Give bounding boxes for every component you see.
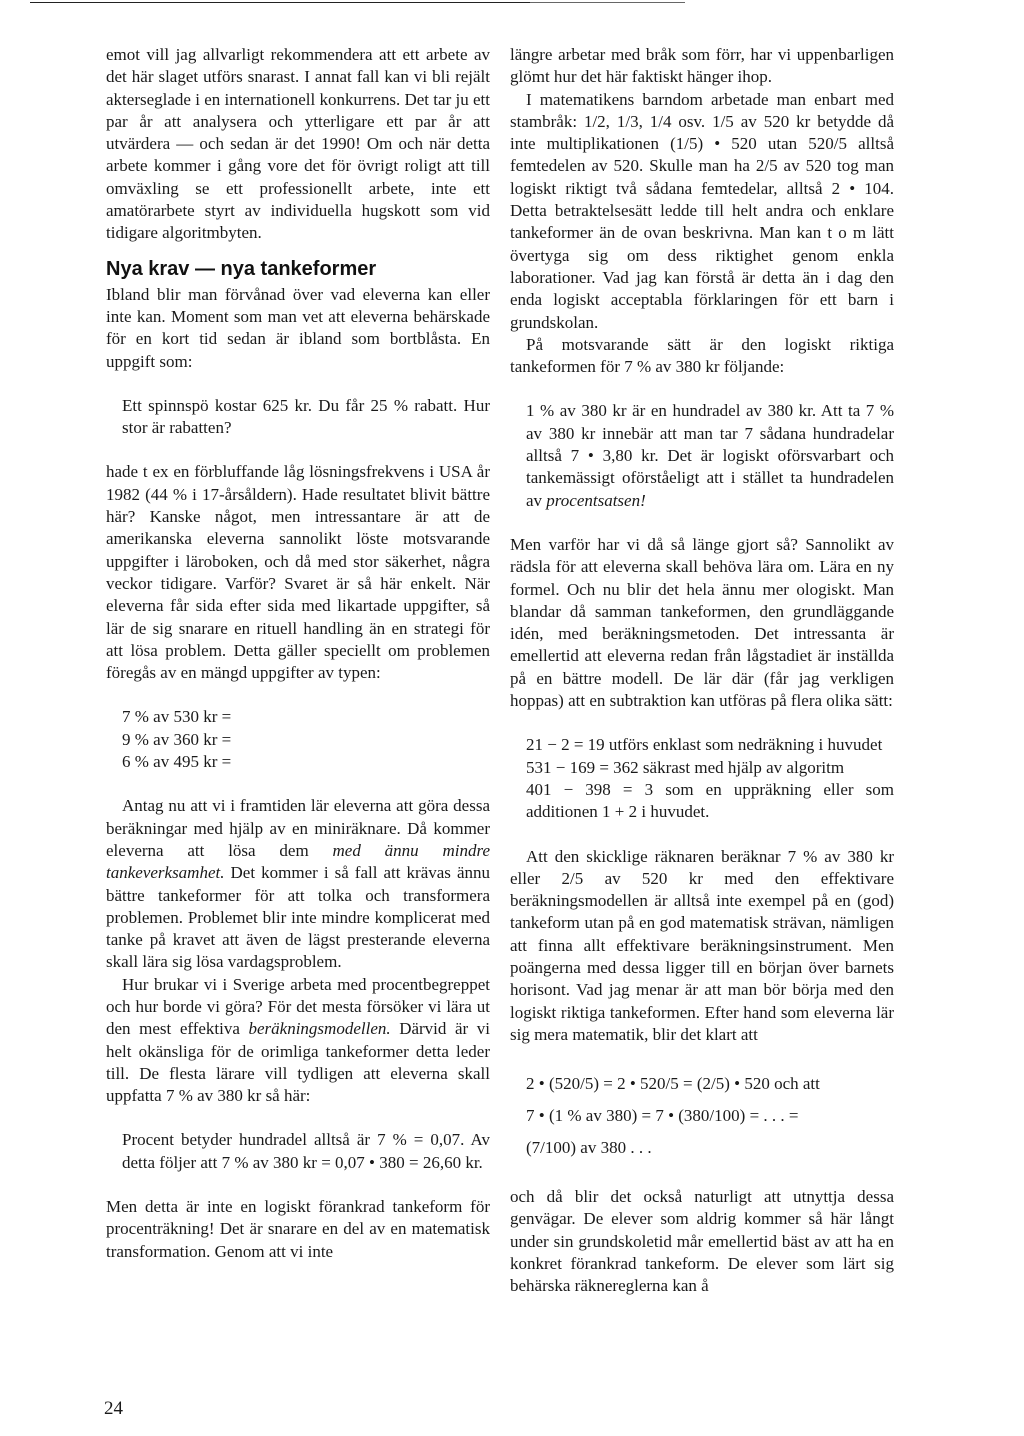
example-line: 401 − 398 = 3 som en uppräkning eller som additionen 1 + 2 i huvudet.	[526, 779, 894, 822]
paragraph: Ibland blir man förvånad över vad eleverna kan eller inte kan. Moment som man vet att eleverna behärskade för en kort tid sedan är ibland som bortblåsta. En uppgift som:	[106, 284, 490, 371]
paragraph: På motsvarande sätt är den logiskt riktiga tankeformen för 7 % av 380 kr följande:	[510, 334, 894, 377]
example-line: 531 − 169 = 362 säkrast med hjälp av algoritm	[526, 757, 845, 777]
task-list	[122, 706, 490, 773]
top-rule-line	[30, 2, 530, 3]
paragraph: Men varför har vi då så länge gjort så? Sannolikt av rädsla för att eleverna skall behöva lära om. Lära en ny formel. Och nu blir det hela ännu mer ologiskt. Man blandar då samman tankeformen, den grundläggande idén, med beräkningsmetoden. Det intressanta är emellertid att eleverna redan från lågstadiet är inställda på en bättre modell. De lär där (får jag verkligen hoppas) att en subtraktion kan utföras på flera olika sätt:	[510, 534, 894, 711]
example-line: 21 − 2 = 19 utförs enklast som nedräkning i huvudet	[526, 735, 883, 755]
formula-line: (7/100) av 380 . . .	[526, 1138, 652, 1158]
top-rule-line-faint	[530, 2, 685, 3]
quote-block: 1 % av 380 kr är en hundradel av 380 kr. Att ta 7 % av 380 kr innebär att man tar 7 sådana hundradelar alltså 7 • 3,80 kr. Det är logiskt oförsvarbart och tankemässigt oförståeligt att i stället ta hundradelen av procentsatsen!	[526, 401, 894, 510]
section-heading: Nya krav — nya tankeformer	[106, 257, 377, 280]
example-problem: Ett spinnspö kostar 625 kr. Du får 25 % rabatt. Hur stor är rabatten?	[122, 395, 490, 438]
subtraction-examples	[526, 734, 894, 823]
paragraph: emot vill jag allvarligt rekommendera att ett arbete av det här slaget utförs snarast. I annat fall kan vi bli rejält akterseglade i en internationell konkurrens. Det tar ju ett par år att analysera och ytterligare ett par år att utvärdera — och sedan är det 1990! Om och när detta arbete kommer i gång vore det för övrigt roligt att till omväxling se ett professionellt arbete, inte ett amatörarbete styrt av individuella hugskott som vid tidigare algoritmbyten.	[106, 45, 490, 243]
paragraph: Men detta är inte en logiskt förankrad tankeform för procenträkning! Det är snarare en del av en matematisk transformation. Genom att vi inte	[106, 1197, 490, 1261]
formula-line: 7 • (1 % av 380) = 7 • (380/100) = . . . =	[526, 1106, 799, 1126]
formula-block	[526, 1068, 894, 1164]
paragraph: hade t ex en förbluffande låg lösningsfrekvens i USA år 1982 (44 % i 17-årsåldern). Hade resultatet blivit bättre här? Kanske något, men intressantare är att de amerikanska eleverna sannolikt löste motsvarande uppgifter i läroboken, och då med stor säkerhet, några veckor tidigare. Varför? Svaret är så här enkelt. När eleverna får sida efter sida med likartade uppgifter, så lär de sig snarare en rituell handling än en strategi för att lösa problem. Detta gäller speciellt om problemen föregås av en mängd uppgifter av typen:	[106, 462, 490, 683]
emphasis: procentsatsen!	[546, 490, 646, 510]
paragraph: längre arbetar med bråk som förr, har vi uppenbarligen glömt hur det här faktiskt hänger ihop.	[510, 45, 894, 87]
emphasis: med ännu mindre tankeverksamhet.	[106, 840, 490, 883]
paragraph: Antag nu att vi i framtiden lär eleverna att göra dessa beräkningar med hjälp av en miniräknare. Då kommer eleverna att lösa dem med ännu mindre tankeverksamhet. Det kommer i så fall att krävas ännu bättre tankeformer för att tolka och transformera problemen. Problemet blir inte mindre komplicerat med tanke på kravet att även de lägst presterande eleverna skall lära sig lösa vardagsproblem.	[106, 796, 490, 972]
paragraph: Att den skicklige räknaren beräknar 7 % av 380 kr eller 2/5 av 520 kr med den effektivare beräkningsmodellen är alltså inte exempel på en (god) tankeform utan på en god matematisk strävan, nämligen att finna allt effektivare beräkningsinstrument. Men poängerna med dessa ligger till en början över barnets horisont. Vad jag menar är att man bör börja med den logiskt riktiga tankeformen. Efter hand som eleverna lär sig mera matematik, blir det klart att	[510, 846, 894, 1044]
emphasis: beräkningsmodellen.	[248, 1019, 391, 1039]
task-item: 7 % av 530 kr =	[122, 707, 232, 727]
paragraph: I matematikens barndom arbetade man enbart med stambråk: 1/2, 1/3, 1/4 osv. 1/5 av 520 kr betydde då inte multiplikationen (1/5) • 520 utan 520/5 alltså femtedelen av 520. Skulle man ha 2/5 av 520 tog man logiskt riktigt två sådana femtedelar, alltså 2 • 104. Detta betraktelsesätt ledde till helt andra och enklare tankeformer än de ovan beskrivna. Man kan t o m lätt övertyga sig om dess riktighet genom enkla laborationer. Vad jag kan förstå är detta än i dag den enda logiskt acceptabla förklaringen för ett barn i grundskolan.	[510, 89, 894, 332]
paragraph: och då blir det också naturligt att utnyttja dessa genvägar. De elever som aldrig kommer så här långt under sin grundskoletid mår emellertid bäst av att ha en konkret förankrad tankeform. De elever som lärt sig behärska räknereglerna kan å	[510, 1187, 894, 1296]
formula-line: 2 • (520/5) = 2 • 520/5 = (2/5) • 520 och att	[526, 1074, 820, 1094]
page-number: 24	[104, 1398, 123, 1419]
task-item: 9 % av 360 kr =	[122, 729, 232, 749]
top-rule	[0, 0, 1024, 6]
task-item: 6 % av 495 kr =	[122, 752, 232, 772]
paragraph: Hur brukar vi i Sverige arbeta med procentbegreppet och hur borde vi göra? För det mesta försöker vi lära ut den mest effektiva beräkningsmodellen. Därvid är vi helt okänsliga för de orimliga tankeformer detta leder till. De flesta lärare vill tydligen att eleverna skall uppfatta 7 % av 380 kr så här:	[106, 974, 490, 1106]
left-column	[106, 44, 490, 1263]
quote-block: Procent betyder hundradel alltså är 7 % = 0,07. Av detta följer att 7 % av 380 kr = 0,07 • 380 = 26,60 kr.	[122, 1130, 490, 1172]
right-column	[510, 44, 894, 1298]
